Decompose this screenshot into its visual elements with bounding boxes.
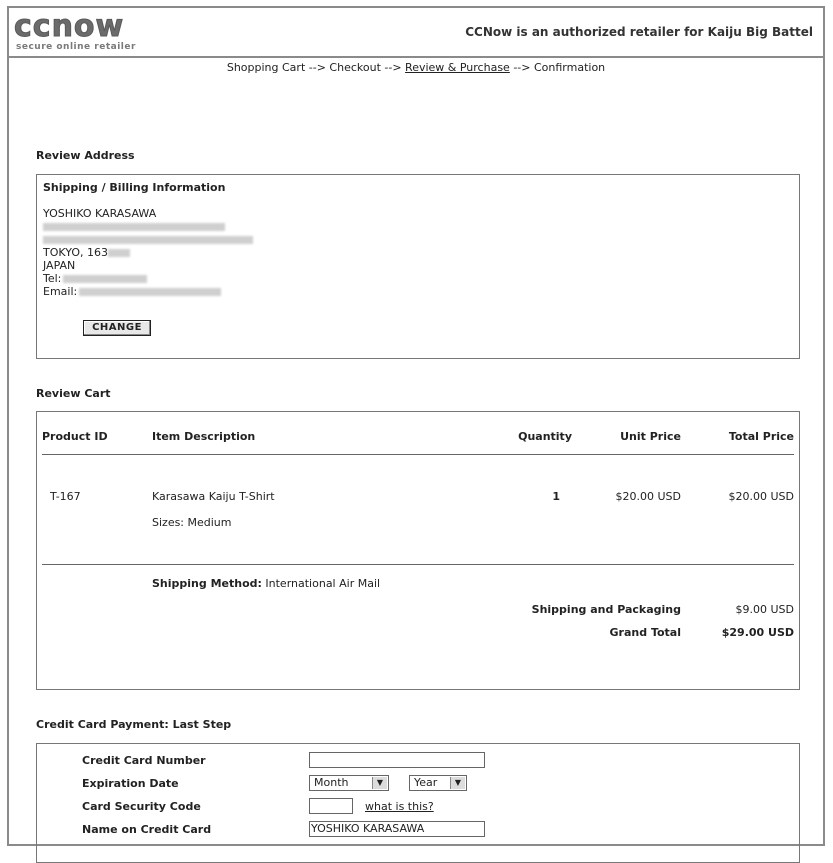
site-header [9, 8, 823, 58]
breadcrumb-review-purchase: Review & Purchase [405, 61, 510, 74]
shipping-packaging-label: Shipping and Packaging [531, 603, 681, 616]
shipping-method [152, 577, 380, 590]
page-frame [7, 6, 825, 846]
logo-wordmark: ccnow [14, 9, 125, 44]
logo-tagline: secure online retailer [16, 42, 136, 52]
col-product-id: Product ID [42, 430, 108, 443]
cart-box [36, 411, 800, 690]
name-on-card-label: Name on Credit Card [82, 823, 212, 836]
item-product-id: T-167 [50, 490, 81, 503]
shipping-billing-heading: Shipping / Billing Information [43, 181, 226, 194]
col-unit-price: Unit Price [620, 430, 681, 443]
col-total-price: Total Price [728, 430, 794, 443]
change-address-button[interactable]: CHANGE [83, 320, 151, 336]
item-sizes: Sizes: Medium [152, 516, 232, 529]
col-quantity: Quantity [518, 430, 572, 443]
items-divider [42, 564, 794, 565]
retailer-notice: CCNow is an authorized retailer for Kaiju Big Battel [465, 25, 813, 39]
address-name: YOSHIKO KARASAWA [43, 207, 157, 220]
card-number-input[interactable] [309, 752, 485, 768]
address-tel: Tel: [43, 272, 253, 285]
breadcrumb-separator: --> [384, 61, 402, 74]
payment-box [36, 743, 800, 863]
year-selected-value: Year [414, 776, 438, 789]
address-lines [43, 207, 253, 298]
breadcrumb-checkout: Checkout [329, 61, 381, 74]
address-line-redacted [43, 220, 253, 233]
item-quantity: 1 [552, 490, 560, 503]
security-code-label: Card Security Code [82, 800, 201, 813]
breadcrumb-separator: --> [513, 61, 531, 74]
payment-title: Credit Card Payment: Last Step [36, 718, 232, 731]
grand-total-label: Grand Total [609, 626, 681, 639]
expiration-year-select[interactable] [409, 775, 467, 791]
header-divider [42, 454, 794, 455]
breadcrumb [9, 61, 823, 74]
shipping-method-value: International Air Mail [265, 577, 381, 590]
shipping-method-label: Shipping Method: [152, 577, 262, 590]
address-box [36, 174, 800, 359]
item-description: Karasawa Kaiju T-Shirt [152, 490, 275, 503]
address-email: Email: [43, 285, 253, 298]
address-country: JAPAN [43, 259, 76, 272]
item-unit-price: $20.00 USD [615, 490, 681, 503]
item-total-price: $20.00 USD [728, 490, 794, 503]
breadcrumb-shopping-cart: Shopping Cart [226, 61, 306, 74]
security-code-input[interactable] [309, 798, 353, 814]
month-selected-value: Month [314, 776, 349, 789]
shipping-packaging-value: $9.00 USD [735, 603, 794, 616]
chevron-down-icon: ▼ [372, 777, 387, 789]
review-address-title: Review Address [36, 149, 135, 162]
expiration-label: Expiration Date [82, 777, 179, 790]
what-is-this-link[interactable]: what is this? [365, 800, 434, 813]
col-item-description: Item Description [152, 430, 256, 443]
address-line-redacted [43, 233, 253, 246]
breadcrumb-separator: --> [308, 61, 326, 74]
card-number-label: Credit Card Number [82, 754, 206, 767]
chevron-down-icon: ▼ [450, 777, 465, 789]
address-city-line: TOKYO, 163 [43, 246, 253, 259]
breadcrumb-confirmation: Confirmation [533, 61, 606, 74]
name-on-card-input[interactable]: YOSHIKO KARASAWA [309, 821, 485, 837]
expiration-month-select[interactable] [309, 775, 389, 791]
ccnow-logo[interactable] [14, 9, 136, 52]
review-cart-title: Review Cart [36, 387, 111, 400]
grand-total-value: $29.00 USD [721, 626, 794, 639]
